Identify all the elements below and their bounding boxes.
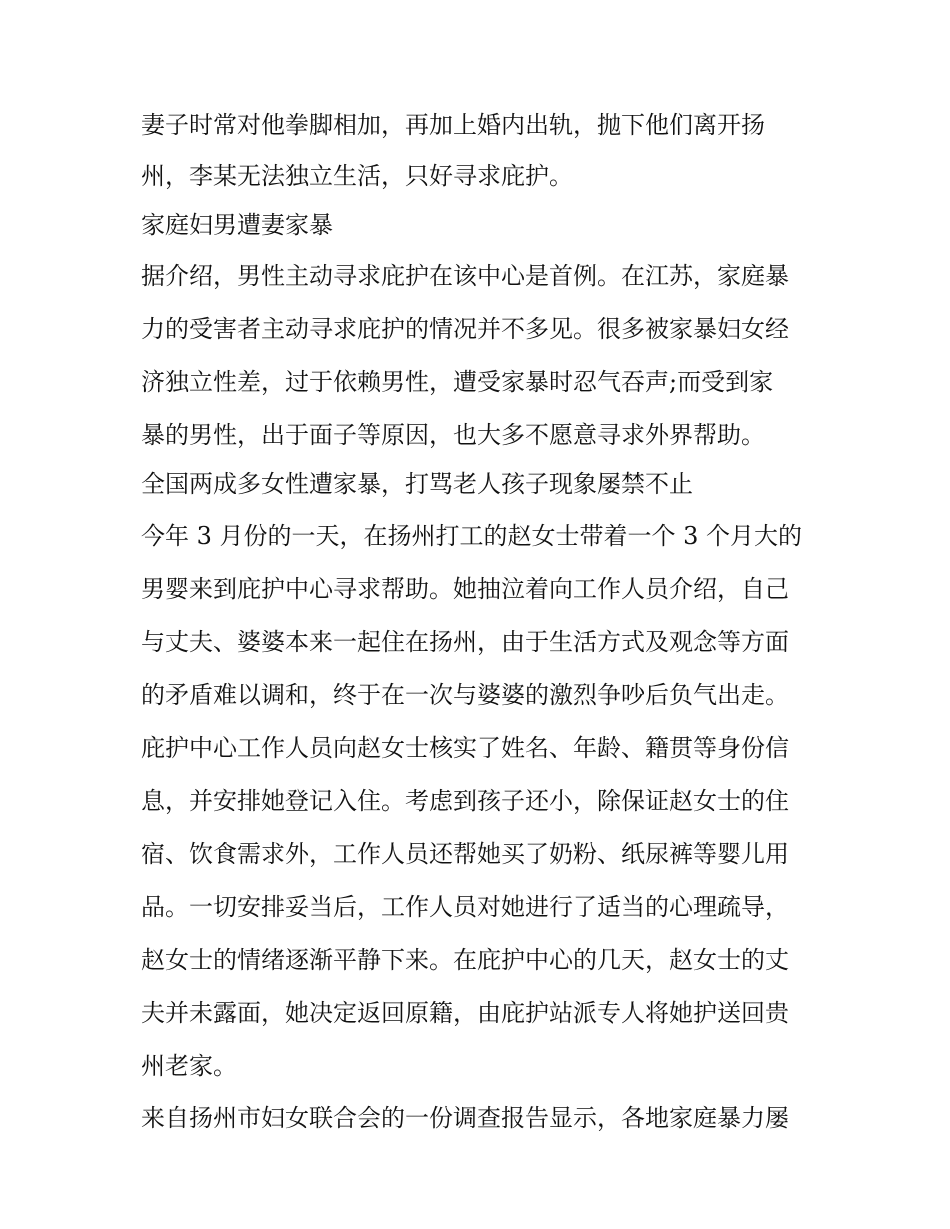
text-line: 力的受害者主动寻求庇护的情况并不多见。很多被家暴妇女经 <box>141 315 789 343</box>
section-heading: 家庭妇男遭妻家暴 <box>141 211 333 239</box>
text-line: 来自扬州市妇女联合会的一份调查报告显示，各地家庭暴力屡 <box>141 1104 789 1132</box>
text-line: 宿、饮食需求外，工作人员还帮她买了奶粉、纸尿裤等婴儿用 <box>141 840 789 868</box>
text-line: 赵女士的情绪逐渐平静下来。在庇护中心的几天，赵女士的丈 <box>141 946 789 974</box>
section-heading: 全国两成多女性遭家暴，打骂老人孩子现象屡禁不止 <box>141 470 693 498</box>
text-line: 今年 3 月份的一天，在扬州打工的赵女士带着一个 3 个月大的 <box>141 522 803 550</box>
text-line: 男婴来到庇护中心寻求帮助。她抽泣着向工作人员介绍，自己 <box>141 575 789 603</box>
text-line: 妻子时常对他拳脚相加，再加上婚内出轨，抛下他们离开扬 <box>141 111 765 139</box>
text-line: 州，李某无法独立生活，只好寻求庇护。 <box>141 162 573 190</box>
text-line: 的矛盾难以调和，终于在一次与婆婆的激烈争吵后负气出走。 <box>141 681 789 709</box>
text-line: 据介绍，男性主动寻求庇护在该中心是首例。在江苏，家庭暴 <box>141 262 789 290</box>
text-line: 品。一切安排妥当后，工作人员对她进行了适当的心理疏导， <box>141 893 789 921</box>
text-line: 息，并安排她登记入住。考虑到孩子还小，除保证赵女士的住 <box>141 787 789 815</box>
text-line: 济独立性差，过于依赖男性，遭受家暴时忍气吞声;而受到家 <box>141 368 774 396</box>
text-line: 庇护中心工作人员向赵女士核实了姓名、年龄、籍贯等身份信 <box>141 734 789 762</box>
text-line: 州老家。 <box>141 1052 237 1080</box>
text-line: 与丈夫、婆婆本来一起住在扬州，由于生活方式及观念等方面 <box>141 628 789 656</box>
text-line: 暴的男性，出于面子等原因，也大多不愿意寻求外界帮助。 <box>141 421 765 449</box>
text-line: 夫并未露面，她决定返回原籍，由庇护站派专人将她护送回贵 <box>141 999 789 1027</box>
